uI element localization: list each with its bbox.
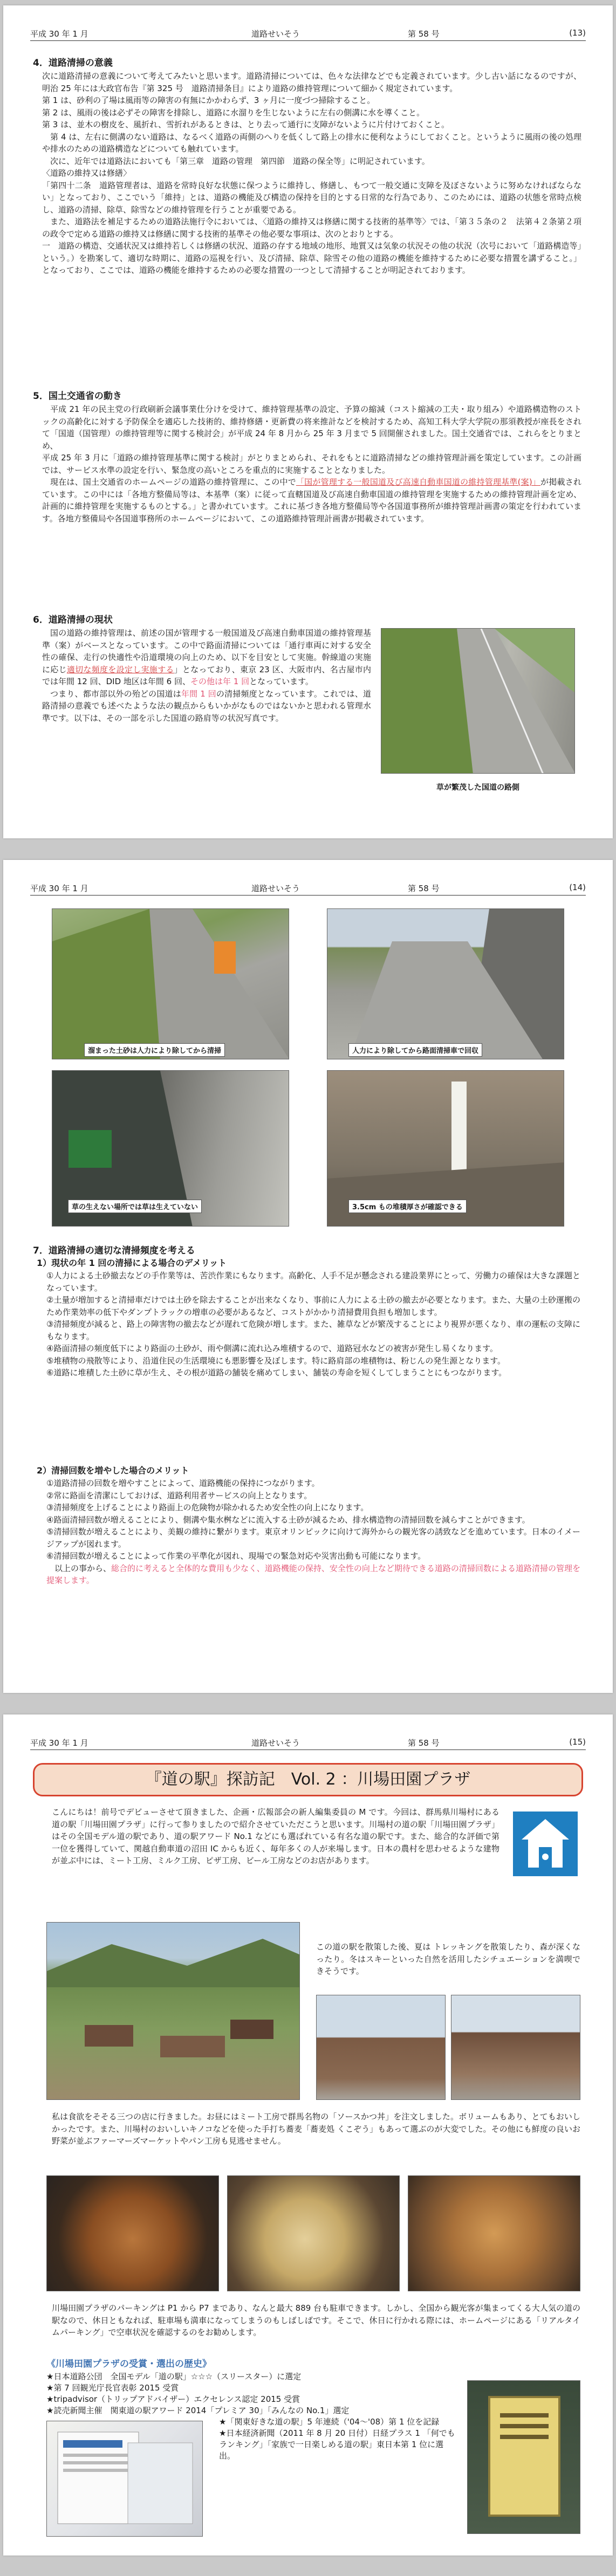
list-item: ②常に路面を清潔にしておけば、道路利用者サービスの向上となります。	[46, 1490, 312, 1500]
awards-list-2	[219, 2416, 456, 2462]
page-number: (14)	[569, 883, 586, 892]
section-5-body	[42, 403, 581, 525]
quote-heading: 〈道路の維持又は修繕〉	[42, 168, 132, 178]
paragraph	[42, 476, 581, 525]
quote: また、道路法を補足するための道路法施行令においては、〈道路の維持又は修繕に関する技術的基準等〉では、「第３５条の２ 法第４２条第２項の政令で定める道路の維持又は修繕に関する技術的基準その他必要な事項は、次のとおりとする。	[42, 217, 581, 239]
highlight: 総合的に考えると全体的な費用も少なく、道路機能の保持、安全性の向上など期待できる道路の清掃回数による道路清掃の管理を提案します。	[46, 1563, 580, 1585]
header-issue: 第 58 号	[408, 884, 440, 893]
text: が掲載されています。この中には「各地方整備局等は、本基準（案）に従って直轄国道及び高速自動車国道の維持管理を実施するための維持管理計画を定め、計画的に維持管理を実施するものとする。」と書かれています。これに基づき各地方整備局等や各国道事務所が維持管理計画書の策定を行われています。各地方整備局や各国道事務所のホームページにおいて、この道路維持管理計画書が掲載されています。	[42, 477, 581, 524]
photo-sweeper-truck	[327, 908, 564, 1059]
bread-photo	[408, 2175, 580, 2291]
text: 」となっており、東京 23 区、大阪市内、名古屋市内では年間 12 回、DID 地区は年間 6 回、	[42, 664, 371, 686]
frequency-link[interactable]: 適切な頻度を設定し実施する	[66, 664, 174, 674]
page-14	[3, 860, 613, 1693]
quote: 一 道路の構造、交通状況又は維持若しくは修繕の状況、道路の存する地域の地形、地質又は気象の状況その他の状況（次号において「道路構造等」という。）を勘案して、適切な時期に、道路の巡視を行い、及び清掃、除草、除雪その他の道路の機能を維持するために必要な措置を講ずること。」となっており、ここでは、道路の機能を維持するための必要な措置の一つとして清掃することが明記されております。	[42, 241, 581, 275]
section-6-body	[42, 627, 371, 724]
photo-manual-cleaning	[52, 908, 289, 1059]
road-illustration	[381, 629, 575, 774]
text: 国の道路の維持管理は、前述の国が管理する一般国道及び高速自動車国道の維持管理基準（案）がベースとなっています。この中で路面清掃については「通行車両に対する安全性の確保、走行の快適性や沿道環境の向上のため、以下を目安として実施。幹線道の実施に応じ	[42, 628, 371, 674]
merits-list	[46, 1477, 580, 1587]
michi-no-eki-logo	[513, 1812, 578, 1876]
nature-text: この道の駅を散策した後、夏は トレッキングを散策したり、森が深くなったり。冬はスキーといった自然を活用したシチュエーションを満喫できそうです。	[316, 1942, 580, 1976]
plaque-illustration	[468, 2381, 580, 2534]
aerial-village-photo	[46, 1922, 300, 2100]
subsection-1-title: 1）現状の年 1 回の清掃による場合のデメリット	[37, 1258, 227, 1268]
list-item: ⑥清掃回数が増えることによって作業の平準化が図れ、現場での緊急対応や災害出動も可能になります。	[46, 1551, 426, 1561]
header-title: 道路せいそう	[251, 29, 300, 39]
header-date: 平成 30 年 1 月	[30, 884, 88, 893]
award-item: ★日本道路公団 全国モデル「道の駅」☆☆☆（スリースター）に選定	[46, 2372, 302, 2381]
awards-list	[46, 2371, 424, 2416]
text: の清掃頻度となっています。これでは、道路清掃の意義でも述べたような法の観点からもいかがなものではないかと思われる管理水準です。以下は、その一部を示した国道の路肩等の状況写真です。	[42, 688, 371, 723]
paragraph: 第 4 は、左右に側溝のない道路は、なるべく道路の両側のへりを低くして路上の排水に便利なようにしておくこと。というように風雨の後の処理や排水のための道路構造などについても触れています。	[42, 132, 581, 154]
photo-caption: 草が繁茂した国道の路側	[436, 783, 519, 792]
list-item: ⑤堆積物の飛散等により、沿道住民の生活環境にも悪影響を及ぼします。特に路肩部の堆積物は、粉じんの発生源となります。	[46, 1355, 506, 1366]
criteria-link[interactable]: 「国が管理する一般国道及び高速自動車国道の維持管理基準(案)」	[296, 477, 541, 487]
page-number: (15)	[569, 1737, 586, 1747]
award-item: ★日本経済新聞（2011 年 8 月 20 日付）日経プラス 1 「何でもランキング」「家族で一日楽しめる道の駅」東日本第 1 位に選出。	[219, 2428, 455, 2461]
list-item: ④路面清掃の頻度低下により路面の土砂が、雨や側溝に流れ込み堆積するので、道路冠水などの被害が発生し易くなります。	[46, 1344, 498, 1353]
list-item: ⑥道路に堆積した土砂に草が生え、その根が道路の舗装を痛めてしまい、舗装の寿命を短くしてしまうことにもつながります。	[46, 1368, 507, 1377]
text: 現在は、国土交通省のホームページの道路の維持管理に、この中で	[50, 477, 296, 487]
paragraph: 第 2 は、風雨の後は必ずその障害を排除し、道路に水溜りを生じないように左右の側溝に水を導くこと。	[42, 107, 425, 118]
building-photo	[316, 1995, 446, 2100]
newspaper-photo	[46, 2421, 203, 2537]
list-item: ①人力による土砂撤去などの手作業等は、苦渋作業にもなります。高齢化、人手不足が懸念される建設業界にとって、労働力の確保は大きな課題となっています。	[46, 1271, 580, 1293]
list-item: ②土量が増加すると清掃車だけでは土砂を除去することが出来なくなり、事前に人力による土砂の撤去が必要となります。また、大量の土砂運搬のため作業効率の低下やダンプトラックの増車の必要があるなど、コストがかかり清掃費用負担も増加します。	[46, 1295, 580, 1317]
highlight: 年間 1 回	[181, 688, 216, 699]
paragraph	[42, 688, 371, 725]
subsection-2-title: 2）清掃回数を増やした場合のメリット	[37, 1465, 189, 1476]
page-15	[3, 1714, 613, 2556]
header-issue: 第 58 号	[408, 29, 440, 39]
photo-caption: 人力により除してから路面清掃車で回収	[348, 1043, 482, 1057]
page-header	[30, 1736, 586, 1750]
header-title: 道路せいそう	[251, 884, 300, 893]
list-item: ①道路清掃の回数を増やすことによって、道路機能の保持につながります。	[46, 1478, 320, 1488]
section-6-title: 6．道路清掃の現状	[33, 615, 113, 625]
article-title: 『道の駅』探訪記 Vol. 2 ：川場田園プラザ	[33, 1763, 583, 1796]
award-item: ★tripadvisor（トリップアドバイザー）エクセレンス認定 2015 受賞	[46, 2394, 300, 2404]
intro-text: こんにちは！前号でデビューさせて頂きました、企画・広報部会の新人編集委員の M です。今回は、群馬県川場村にある道の駅「川場田園プラザ」に行って参りましたので紹介させていただこうと思います。川場村の道の駅「川場田園プラザ」はその全国モデル道の駅であり、道の駅アワード No.1 などにも選ばれている有名な道の駅です。また、総合的な評価で第一位を獲得していて、関越自動車道の沼田 IC からも近く、毎年多くの人が来場します。日本の農村を思わせるような建物が並ぶ中には、ミート工房、ミルク工房、ピザ工房、ビール工房などのお店があります。	[52, 1807, 499, 1865]
list-item: ③清掃頻度を上げることにより路面上の危険物が除かれるため安全性の向上になります。	[46, 1503, 369, 1512]
paragraph	[46, 1562, 580, 1587]
header-issue: 第 58 号	[408, 1738, 440, 1748]
parking-text: 川場田園プラザのパーキングは P1 から P7 まであり、なんと最大 889 台も駐車できます。しかし、全国から観光客が集まってくる大人気の道の駅なので、休日ともなれば、駐車場も満車になってしまうのもしばしばです。そこで、休日に行かれる際には、ホームページにある「リアルタイムパーキング」で空車状況を確認するのをお勧めします。	[52, 2303, 580, 2337]
section-5-title: 5．国土交通省の動き	[33, 391, 122, 402]
paragraph	[42, 627, 371, 688]
section-4-body	[42, 70, 581, 277]
award-item: ★「関東好きな道の駅」5 年連続（'04〜'08）第 1 位を記録	[219, 2417, 440, 2427]
roadside-photo	[381, 628, 575, 774]
photo-caption: 草の生えない場所では草は生えていない	[68, 1200, 202, 1213]
road-illustration	[52, 909, 289, 1059]
sauce-katsudon-photo	[46, 2175, 219, 2291]
page-13	[3, 5, 613, 838]
history-title: 《川場田園プラザの受賞・選出の歴史》	[46, 2359, 211, 2370]
quote: 「第四十二条 道路管理者は、道路を常時良好な状態に保つように維持し、修繕し、もつて一般交通に支障を及ぼさないように努めなければならない」となっており、ここでいう「維持」とは、道路の機能及び構造の保持を目的とする日常的な行為であり、このためには、道路の状態を常時点検し、道路の清掃、除草、除雪などの維持管理を行うことが重要である。	[42, 180, 581, 215]
page-number: (13)	[569, 28, 586, 38]
award-item: ★第 7 回観光庁長官表彰 2015 受賞	[46, 2383, 179, 2393]
road-illustration	[327, 909, 564, 1059]
market-photo	[451, 1995, 580, 2100]
section-7-title: 7．道路清掃の適切な清掃頻度を考える	[33, 1245, 195, 1256]
photo-caption: 溜まった土砂は人力により除してから清掃	[84, 1043, 225, 1057]
noodles-photo	[227, 2175, 400, 2291]
header-date: 平成 30 年 1 月	[30, 29, 88, 39]
paragraph: 次に、近年では道路法においても「第三章 道路の管理 第四節 道路の保全等」に明記されています。	[50, 156, 430, 166]
newspaper-illustration	[47, 2421, 203, 2537]
village-illustration	[47, 1923, 300, 2100]
list-item: ③清掃頻度が減ると、路上の障害物の撤去などが遅れて危険が増します。また、雑草などが繁茂することにより視界が悪くなり、車の運転の支障にもなります。	[46, 1319, 580, 1341]
header-title: 道路せいそう	[251, 1738, 300, 1748]
paragraph: 第 3 は、並木の樹皮を、風折れ、雪折れがあるときは、とり去って通行に支障がないように片付けておくこと。	[42, 120, 449, 129]
header-date: 平成 30 年 1 月	[30, 1738, 88, 1748]
award-plaque-photo	[467, 2380, 580, 2534]
award-item: ★読売新聞主催 関東道の駅アワード 2014「プレミア 30」「みんなの No.1」選定	[46, 2406, 350, 2415]
text: 以上の事から、	[54, 1563, 112, 1573]
highlight: その他は年 1 回	[190, 677, 250, 686]
paragraph: 次に道路清掃の意義について考えてみたいと思います。道路清掃については、色々な法律などでも定義されています。少し古い話になるのですが、明治 25 年には大政官布告『第 325 号 道路清掃条目』により道路の維持管理について細かく規定されています。	[42, 71, 581, 93]
demerits-list	[46, 1270, 580, 1379]
photo-caption: 3.5cm もの堆積厚さが確認できる	[348, 1200, 467, 1213]
paragraph: 平成 21 年の民主党の行政刷新会議事業仕分けを受けて、維持管理基準の設定、予算の縮減（コスト縮減の工夫・取り組み）や道路構造物のストックの高齢化に対する予防保全を適応した技術的、維持修繕・更新費の将来推計などを検討するため、高知工科大学大学院の那須教授が座長をされて「国道（国管理）の維持管理等に関する検討会」が平成 24 年 8 月から 25 年 3 月まで 5 回開催されました。国土交通省では、これらをとりまとめ、	[42, 404, 581, 451]
paragraph: 第 1 は、砂利の了場は風雨等の障害の有無にかかわらず、3 ヶ月に一度づつ掃除すること。	[42, 95, 375, 105]
text: つまり、都市部以外の殆どの国道は	[50, 688, 181, 699]
page-header	[30, 881, 586, 896]
list-item: ⑤清掃回数が増えることにより、美観の維持に繋がります。東京オリンピックに向けて海外からの観光客の誘致などを進めています。日本のイメージアップが図れます。	[46, 1527, 580, 1549]
paragraph: 平成 25 年 3 月に「道路の維持管理基準に関する検討」がとりまとめられ、それをもとに道路清掃などの維持管理計画を策定しています。この計画では、サービス水準の設定を行い、緊急度の高いところを重点的に実施することとなりました。	[42, 453, 581, 475]
food-text: 私は食欲をそそる三つの店に行きました。お昼にはミート工房で群馬名物の「ソースかつ丼」を注文しました。ボリュームもあり、とてもおいしかったです。また、川場村のおいしいキノコなどを使った手打ち蕎麦「蕎麦処 くこぞう」もあって選ぶのが大変でした。その他にも鮮度の良いお野菜が並ぶファーマーズマーケットやパン工房も見逃せません。	[52, 2112, 580, 2146]
text: となっています。	[249, 677, 313, 686]
list-item: ④路面清掃回数が増えることにより、側溝や集水桝などに流入する土砂が減るため、排水構造物の清掃回数を減らすことができます。	[46, 1514, 530, 1525]
roadside-station-icon	[513, 1812, 578, 1876]
page-header	[30, 27, 586, 41]
section-4-title: 4．道路清掃の意義	[33, 58, 113, 68]
